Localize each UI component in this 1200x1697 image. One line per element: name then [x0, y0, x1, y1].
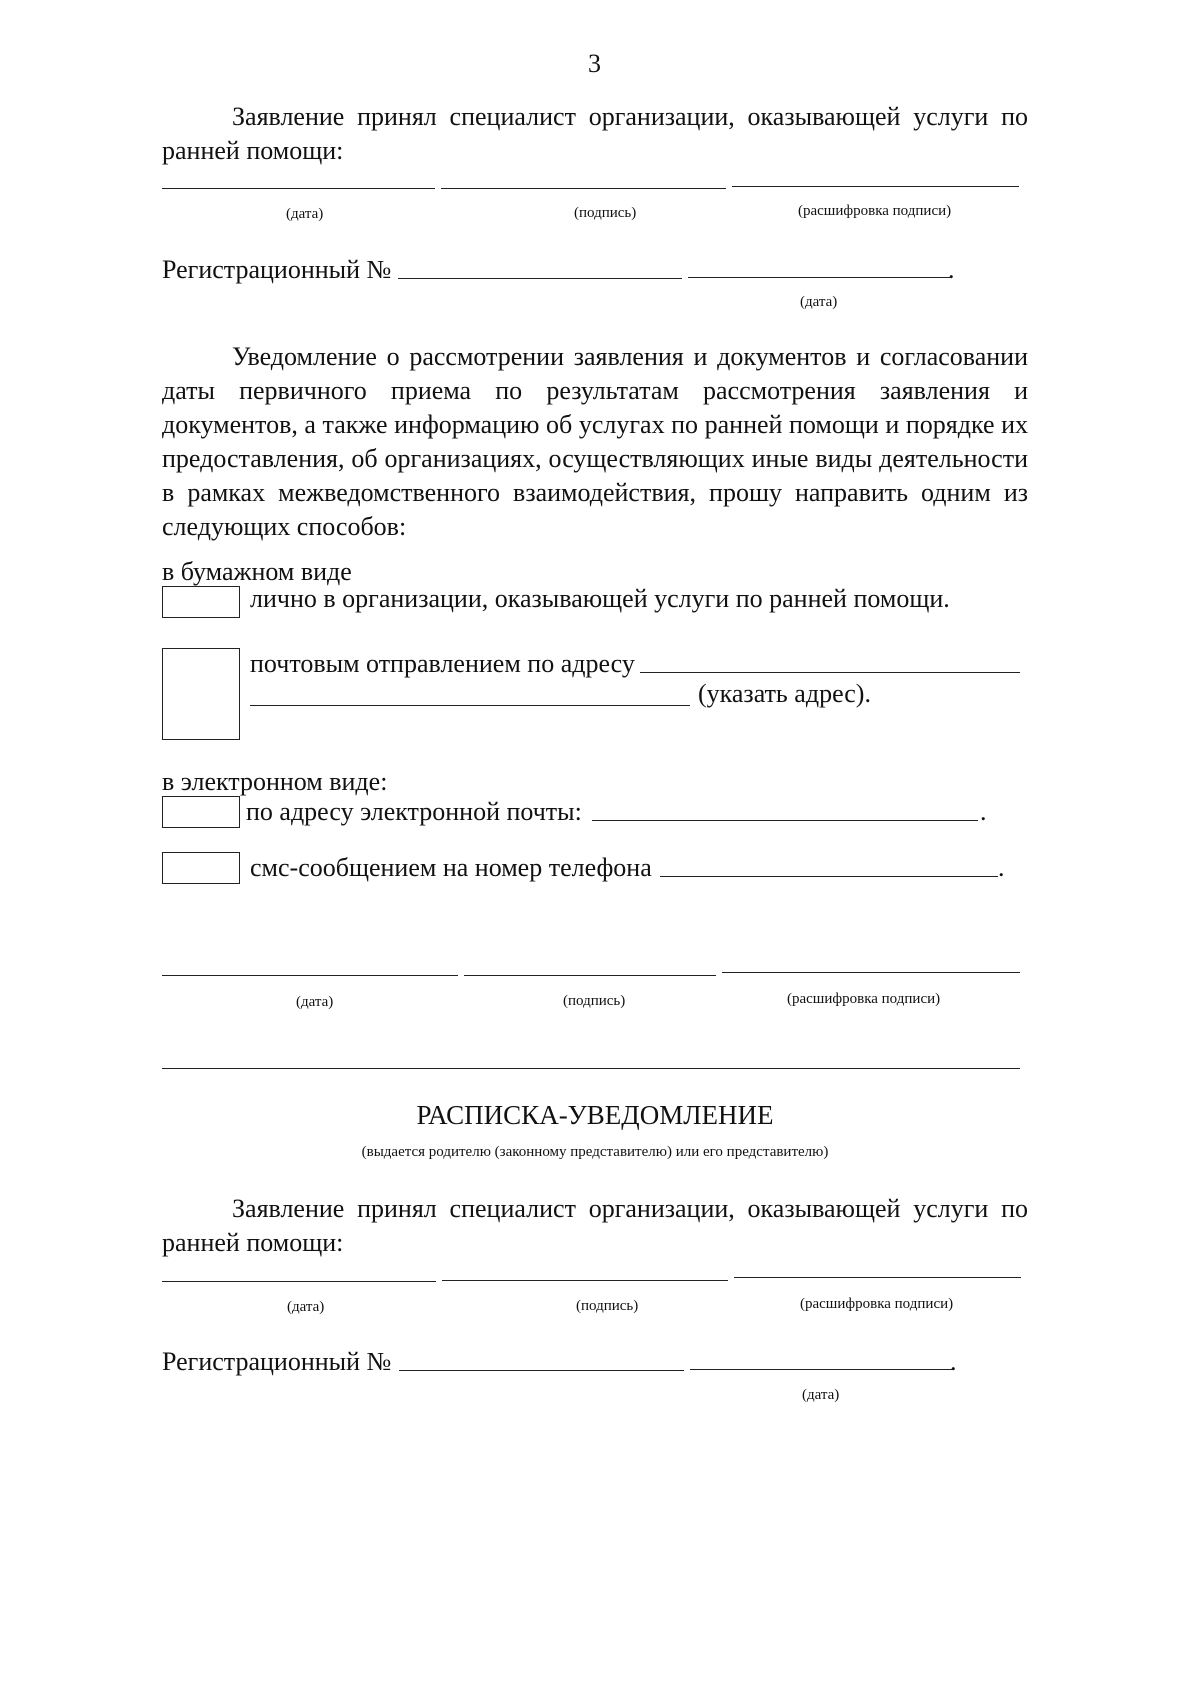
receipt-date-field-line[interactable]	[162, 1281, 436, 1282]
notice-line-2: даты первичного приема по результатам рассмотрения заявления и	[162, 376, 1028, 405]
receipt-decoding-caption: (расшифровка подписи)	[800, 1296, 954, 1312]
postal-checkbox[interactable]	[162, 648, 240, 740]
postal-address-line-2[interactable]	[250, 705, 690, 706]
notice-line-3: документов, а также информацию об услугах по ранней помощи и порядке их	[162, 410, 1028, 439]
signature-field-line-2[interactable]	[464, 975, 716, 976]
email-label: по адресу электронной почты:	[246, 797, 582, 826]
receipt-subtitle: (выдается родителю (законному представителю) или его представителю)	[361, 1144, 829, 1160]
signature-caption: (подпись)	[574, 205, 637, 221]
sms-dot: .	[998, 853, 1005, 882]
receipt-registration-date-line[interactable]	[690, 1369, 952, 1370]
decoding-caption-2: (расшифровка подписи)	[787, 991, 941, 1007]
cut-line	[162, 1068, 1020, 1069]
accepted-by-line-2: ранней помощи:	[162, 136, 344, 165]
notice-paragraph	[162, 340, 1028, 544]
receipt-title: РАСПИСКА-УВЕДОМЛЕНИЕ	[416, 1100, 774, 1130]
accepted-by-paragraph	[162, 100, 1028, 168]
receipt-registration-number-line[interactable]	[399, 1370, 684, 1371]
receipt-date-caption: (дата)	[287, 1299, 325, 1315]
receipt-decoding-field-line[interactable]	[734, 1277, 1021, 1278]
personal-pickup-label: лично в организации, оказывающей услуги по ранней помощи.	[250, 584, 950, 613]
notice-line-4: предоставления, об организациях, осуществляющих иные виды деятельности	[162, 444, 1028, 473]
notice-line-6: следующих способов:	[162, 512, 407, 541]
date-caption-2: (дата)	[296, 994, 334, 1010]
email-field-line[interactable]	[592, 820, 978, 821]
signature-caption-2: (подпись)	[563, 993, 626, 1009]
personal-pickup-checkbox[interactable]	[162, 586, 240, 618]
date-field-line[interactable]	[162, 188, 435, 189]
date-caption: (дата)	[286, 206, 324, 222]
registration-label: Регистрационный №	[162, 255, 392, 284]
registration-dot: .	[948, 255, 955, 284]
electronic-heading: в электронном виде:	[162, 767, 388, 796]
registration-date-caption: (дата)	[800, 294, 838, 310]
postal-address-line-1[interactable]	[640, 672, 1020, 673]
receipt-accepted-line-2: ранней помощи:	[162, 1228, 344, 1257]
email-checkbox[interactable]	[162, 796, 240, 828]
decoding-field-line[interactable]	[732, 186, 1019, 187]
accepted-by-line-1: Заявление принял специалист организации, оказывающей услуги по	[232, 102, 1028, 131]
receipt-signature-caption: (подпись)	[576, 1298, 639, 1314]
decoding-caption: (расшифровка подписи)	[798, 203, 952, 219]
notice-line-1: Уведомление о рассмотрении заявления и документов и согласовании	[232, 342, 1028, 371]
receipt-signature-field-line[interactable]	[442, 1280, 728, 1281]
signature-field-line[interactable]	[441, 188, 726, 189]
postal-address-hint: (указать адрес).	[698, 679, 871, 708]
sms-checkbox[interactable]	[162, 852, 240, 884]
email-dot: .	[980, 797, 987, 826]
receipt-registration-date-caption: (дата)	[802, 1387, 840, 1403]
sms-label: смс-сообщением на номер телефона	[250, 853, 652, 882]
postal-label: почтовым отправлением по адресу	[250, 649, 635, 678]
date-field-line-2[interactable]	[162, 975, 458, 976]
notice-line-5: в рамках межведомственного взаимодействия, прошу направить одним из	[162, 478, 1028, 507]
receipt-registration-dot: .	[950, 1347, 957, 1376]
registration-date-line[interactable]	[688, 277, 950, 278]
decoding-field-line-2[interactable]	[722, 972, 1020, 973]
receipt-registration-label: Регистрационный №	[162, 1347, 392, 1376]
receipt-accepted-paragraph	[162, 1192, 1028, 1260]
paper-heading: в бумажном виде	[162, 557, 352, 586]
receipt-accepted-line-1: Заявление принял специалист организации, оказывающей услуги по	[232, 1194, 1028, 1223]
registration-number-line[interactable]	[398, 278, 682, 279]
phone-field-line[interactable]	[660, 876, 998, 877]
page-number: 3	[588, 49, 601, 78]
